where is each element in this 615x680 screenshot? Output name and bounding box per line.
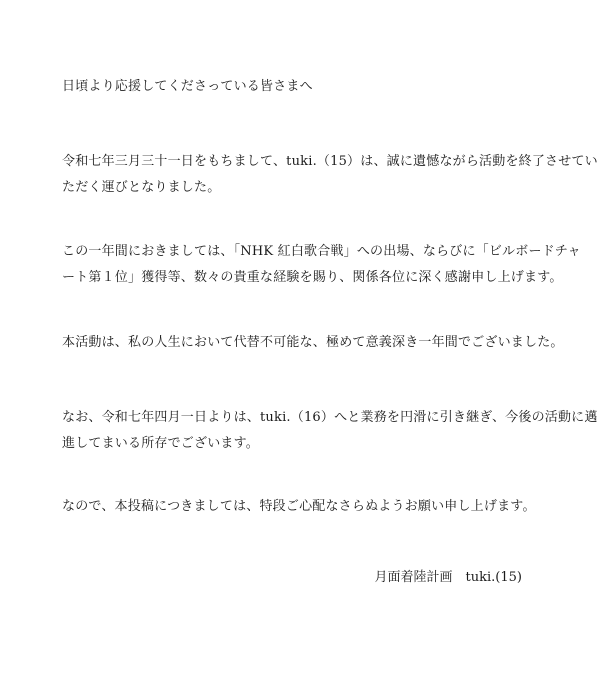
letter-greeting: [62, 74, 562, 100]
paragraph-line: ート第１位」獲得等、数々の貴重な経験を賜り、関係各位に深く感謝申し上げます。: [62, 270, 563, 285]
paragraph-line: なお、令和七年四月一日よりは、tuki.（16）へと業務を円滑に引き継ぎ、今後の活動に邁: [62, 410, 598, 425]
paragraph-line: なので、本投稿につきましては、特段ご心配なさらぬようお願い申し上げます。: [62, 499, 536, 514]
paragraph-handover: [62, 405, 598, 457]
paragraph-line: 本活動は、私の人生において代替不可能な、極めて意義深き一年間でございました。: [62, 335, 564, 350]
paragraph-line: この一年間におきましては、「NHK 紅白歌合戦」への出場、ならびに「ビルボードチャ: [62, 244, 581, 259]
paragraph-line: ただく運びとなりました。: [62, 180, 221, 195]
paragraph-line: 進してまいる所存でございます。: [62, 436, 259, 451]
paragraph-reflection: [62, 330, 562, 356]
paragraph-end-of-activity: [62, 149, 598, 201]
paragraph-gratitude: [62, 239, 581, 291]
paragraph-closing: [62, 494, 562, 520]
greeting-line: 日頃より応援してくださっている皆さまへ: [62, 79, 313, 94]
letter-signature: 月面着陸計画 tuki.(15): [374, 570, 522, 585]
paragraph-line: 令和七年三月三十一日をもちまして、tuki.（15）は、誠に遺憾ながら活動を終了させてい: [62, 154, 598, 169]
